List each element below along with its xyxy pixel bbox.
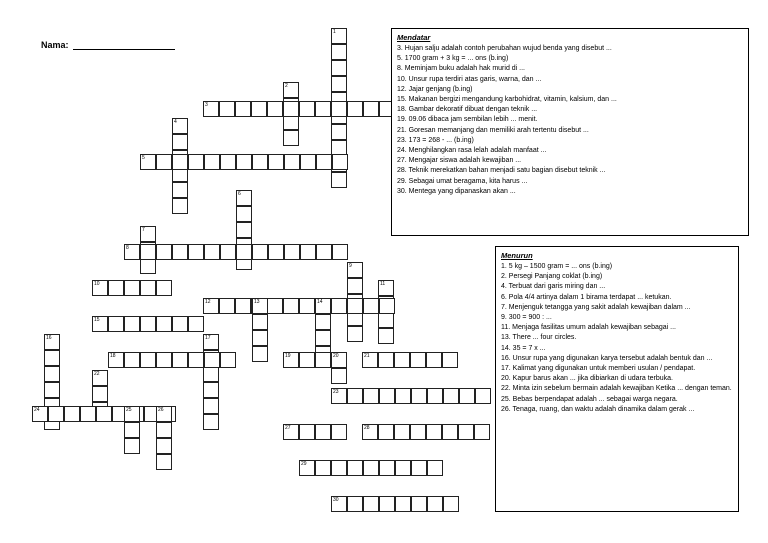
crossword-cell[interactable] (140, 316, 156, 332)
crossword-cell[interactable] (156, 406, 172, 422)
crossword-cell[interactable] (140, 352, 156, 368)
crossword-cell[interactable] (268, 154, 284, 170)
crossword-cell[interactable] (80, 406, 96, 422)
crossword-cell[interactable] (378, 312, 394, 328)
crossword-cell[interactable] (236, 244, 252, 260)
crossword-cell[interactable] (315, 298, 331, 314)
crossword-cell[interactable] (203, 298, 219, 314)
cell-number: 5 (142, 155, 145, 161)
crossword-cell[interactable] (362, 352, 378, 368)
crossword-cell[interactable] (347, 278, 363, 294)
crossword-cell[interactable] (172, 182, 188, 198)
clue-item: 9. 300 = 900 : ... (501, 314, 552, 322)
clue-item: 10. Unsur rupa terdiri atas garis, warna, dan ... (397, 75, 542, 83)
crossword-cell[interactable] (332, 154, 348, 170)
crossword-cell[interactable] (411, 388, 427, 404)
crossword-cell[interactable] (411, 496, 427, 512)
crossword-cell[interactable] (236, 222, 252, 238)
crossword-cell[interactable] (252, 154, 268, 170)
crossword-cell[interactable] (172, 118, 188, 134)
crossword-cell[interactable] (315, 101, 331, 117)
cell-number: 11 (380, 281, 386, 287)
crossword-cell[interactable] (347, 101, 363, 117)
crossword-cell[interactable] (331, 496, 347, 512)
cell-number: 13 (254, 299, 260, 305)
crossword-cell[interactable] (347, 460, 363, 476)
crossword-cell[interactable] (203, 398, 219, 414)
clues-across-box (391, 28, 749, 236)
crossword-cell[interactable] (347, 262, 363, 278)
crossword-cell[interactable] (267, 101, 283, 117)
crossword-cell[interactable] (363, 496, 379, 512)
clues-down-title: Menurun (501, 251, 533, 260)
crossword-cell[interactable] (32, 406, 48, 422)
crossword-cell[interactable] (347, 326, 363, 342)
crossword-cell[interactable] (172, 352, 188, 368)
crossword-cell[interactable] (156, 438, 172, 454)
crossword-cell[interactable] (347, 388, 363, 404)
crossword-cell[interactable] (204, 154, 220, 170)
cell-number: 21 (364, 353, 370, 359)
crossword-cell[interactable] (236, 206, 252, 222)
crossword-cell[interactable] (379, 460, 395, 476)
cell-number: 19 (285, 353, 291, 359)
crossword-cell[interactable] (219, 101, 235, 117)
cell-number: 9 (349, 263, 352, 269)
cell-number: 7 (142, 227, 145, 233)
cell-number: 15 (94, 317, 100, 323)
crossword-cell[interactable] (331, 368, 347, 384)
crossword-cell[interactable] (235, 298, 251, 314)
crossword-cell[interactable] (96, 406, 112, 422)
crossword-cell[interactable] (332, 244, 348, 260)
crossword-cell[interactable] (378, 424, 394, 440)
crossword-cell[interactable] (140, 280, 156, 296)
crossword-cell[interactable] (140, 258, 156, 274)
crossword-cell[interactable] (299, 424, 315, 440)
crossword-cell[interactable] (44, 366, 60, 382)
crossword-cell[interactable] (219, 298, 235, 314)
crossword-cell[interactable] (44, 350, 60, 366)
clue-item: 27. Mengajar siswa adalah kewajiban ... (397, 157, 522, 165)
crossword-cell[interactable] (124, 316, 140, 332)
clue-item: 3. Hujan salju adalah contoh perubahan wujud benda yang disebut ... (397, 45, 612, 52)
crossword-cell[interactable] (251, 101, 267, 117)
crossword-cell[interactable] (108, 352, 124, 368)
cell-number: 3 (205, 102, 208, 108)
cell-number: 4 (174, 119, 177, 125)
crossword-cell[interactable] (426, 424, 442, 440)
crossword-cell[interactable] (188, 352, 204, 368)
crossword-cell[interactable] (108, 316, 124, 332)
clue-item: 22. Minta izin sebelum bermain adalah kewajiban Ketika ... dengan teman. (501, 385, 732, 393)
crossword-cell[interactable] (395, 460, 411, 476)
crossword-cell[interactable] (378, 328, 394, 344)
clue-item: 15. Makanan bergizi mengandung karbohidrat, vitamin, kalsium, dan ... (397, 96, 617, 104)
crossword-cell[interactable] (299, 101, 315, 117)
crossword-cell[interactable] (300, 154, 316, 170)
crossword-cell[interactable] (124, 280, 140, 296)
clue-item: 13. There ... four circles. (501, 334, 577, 342)
crossword-cell[interactable] (203, 366, 219, 382)
crossword-cell[interactable] (140, 244, 156, 260)
crossword-cell[interactable] (124, 438, 140, 454)
crossword-cell[interactable] (124, 422, 140, 438)
crossword-cell[interactable] (299, 352, 315, 368)
crossword-cell[interactable] (331, 424, 347, 440)
crossword-cell[interactable] (331, 172, 347, 188)
crossword-cell[interactable] (156, 454, 172, 470)
crossword-cell[interactable] (188, 154, 204, 170)
clues-across-title: Mendatar (397, 33, 431, 42)
clue-item: 18. Gambar dekoratif dibuat dengan teknik ... (397, 106, 538, 114)
crossword-cell[interactable] (92, 316, 108, 332)
crossword-cell[interactable] (156, 422, 172, 438)
cell-number: 27 (285, 425, 291, 431)
crossword-cell[interactable] (252, 314, 268, 330)
cell-number: 1 (333, 29, 336, 35)
crossword-cell[interactable] (331, 28, 347, 44)
cell-number: 8 (126, 245, 129, 251)
crossword-cell[interactable] (443, 388, 459, 404)
crossword-cell[interactable] (427, 496, 443, 512)
cell-number: 10 (94, 281, 100, 287)
clue-item: 2. Persegi Panjang coklat (b.ing) (501, 273, 603, 281)
crossword-cell[interactable] (283, 101, 299, 117)
clues-across-list (397, 44, 743, 197)
name-label: Nama: (41, 40, 69, 50)
crossword-cell[interactable] (363, 101, 379, 117)
crossword-cell[interactable] (379, 496, 395, 512)
crossword-cell[interactable] (236, 190, 252, 206)
crossword-cell[interactable] (299, 298, 315, 314)
crossword-cell[interactable] (395, 388, 411, 404)
crossword-cell[interactable] (283, 424, 299, 440)
crossword-cell[interactable] (172, 244, 188, 260)
crossword-cell[interactable] (44, 382, 60, 398)
crossword-cell[interactable] (92, 386, 108, 402)
crossword-cell[interactable] (124, 352, 140, 368)
clue-item: 26. Tenaga, ruang, dan waktu adalah dinamika dalam gerak ... (501, 405, 695, 413)
crossword-cell[interactable] (140, 226, 156, 242)
crossword-cell[interactable] (92, 280, 108, 296)
cell-number: 29 (301, 461, 307, 467)
crossword-cell[interactable] (315, 352, 331, 368)
crossword-cell[interactable] (172, 198, 188, 214)
cell-number: 17 (205, 335, 211, 341)
crossword-cell[interactable] (427, 460, 443, 476)
crossword-cell[interactable] (140, 154, 156, 170)
clue-item: 28. Teknik merekatkan bahan menjadi satu bagian disebut teknik ... (397, 167, 606, 175)
crossword-cell[interactable] (395, 496, 411, 512)
crossword-cell[interactable] (379, 298, 395, 314)
crossword-cell[interactable] (475, 388, 491, 404)
crossword-cell[interactable] (156, 316, 172, 332)
clue-item: 17. Kalimat yang digunakan untuk memberi usulan / pendapat. (501, 365, 696, 373)
cell-number: 25 (126, 407, 132, 413)
cell-number: 22 (94, 371, 100, 377)
clue-item: 23. 173 = 268 - ... (b.ing) (397, 136, 474, 144)
crossword-cell[interactable] (220, 154, 236, 170)
crossword-cell[interactable] (331, 352, 347, 368)
cell-number: 6 (238, 191, 241, 197)
crossword-cell[interactable] (410, 352, 426, 368)
cell-number: 14 (317, 299, 323, 305)
clue-item: 25. Bebas berpendapat adalah ... sebagai warga negara. (501, 395, 678, 403)
crossword-cell[interactable] (347, 496, 363, 512)
clues-down-box (495, 246, 739, 512)
crossword-cell[interactable] (268, 244, 284, 260)
crossword-cell[interactable] (379, 388, 395, 404)
crossword-cell[interactable] (92, 370, 108, 386)
clue-item: 20. Kapur barus akan ... jika dibiarkan di udara terbuka. (501, 375, 673, 383)
crossword-cell[interactable] (172, 316, 188, 332)
crossword-cell[interactable] (427, 388, 443, 404)
crossword-cell[interactable] (283, 352, 299, 368)
crossword-cell[interactable] (347, 298, 363, 314)
clues-down-list (501, 262, 733, 415)
crossword-cell[interactable] (283, 130, 299, 146)
clue-item: 5. 1700 gram + 3 kg = ... ons (b.ing) (397, 55, 509, 63)
crossword-cell[interactable] (394, 424, 410, 440)
crossword-cell[interactable] (331, 76, 347, 92)
crossword-cell[interactable] (64, 406, 80, 422)
crossword-cell[interactable] (363, 460, 379, 476)
crossword-cell[interactable] (283, 298, 299, 314)
crossword-cell[interactable] (331, 124, 347, 140)
crossword-cell[interactable] (283, 82, 299, 98)
crossword-cell[interactable] (172, 154, 188, 170)
crossword-cell[interactable] (156, 154, 172, 170)
clue-item: 6. Pola 4/4 artinya dalam 1 birama terdapat ... ketukan. (501, 293, 672, 301)
crossword-cell[interactable] (316, 244, 332, 260)
clue-item: 1. 5 kg – 1500 gram = ... ons (b.ing) (501, 263, 613, 270)
crossword-cell[interactable] (188, 244, 204, 260)
crossword-cell[interactable] (442, 352, 458, 368)
crossword-cell[interactable] (410, 424, 426, 440)
crossword-cell[interactable] (315, 460, 331, 476)
cell-number: 24 (34, 407, 40, 413)
crossword-cell[interactable] (315, 314, 331, 330)
crossword-cell[interactable] (44, 334, 60, 350)
cell-number: 2 (285, 83, 288, 89)
crossword-cell[interactable] (411, 460, 427, 476)
clue-item: 30. Mentega yang dipanaskan akan ... (397, 187, 516, 195)
crossword-cell[interactable] (442, 424, 458, 440)
cell-number: 18 (110, 353, 116, 359)
crossword-cell[interactable] (474, 424, 490, 440)
crossword-cell[interactable] (156, 352, 172, 368)
crossword-cell[interactable] (363, 388, 379, 404)
crossword-cell[interactable] (203, 414, 219, 430)
crossword-cell[interactable] (203, 382, 219, 398)
crossword-cell[interactable] (443, 496, 459, 512)
clue-item: 24. Menghilangkan rasa lelah adalah manfaat ... (397, 147, 547, 155)
crossword-cell[interactable] (252, 330, 268, 346)
crossword-cell[interactable] (299, 460, 315, 476)
clue-item: 7. Menjenguk tetangga yang sakit adalah kewajiban dalam ... (501, 303, 691, 311)
crossword-cell[interactable] (203, 334, 219, 350)
crossword-cell[interactable] (204, 352, 220, 368)
crossword-cell[interactable] (48, 406, 64, 422)
crossword-cell[interactable] (156, 280, 172, 296)
crossword-cell[interactable] (203, 101, 219, 117)
clue-item: 12. Jajar genjang (b.ing) (397, 85, 473, 93)
clue-item: 8. Meminjam buku adalah hak murid di ... (397, 65, 526, 73)
crossword-cell[interactable] (331, 60, 347, 76)
crossword-cell[interactable] (124, 244, 140, 260)
crossword-cell[interactable] (331, 460, 347, 476)
crossword-cell[interactable] (267, 298, 283, 314)
cell-number: 16 (46, 335, 52, 341)
crossword-cell[interactable] (172, 134, 188, 150)
crossword-cell[interactable] (204, 244, 220, 260)
cell-number: 23 (333, 389, 339, 395)
clue-item: 29. Sebagai umat beragama, kita harus ... (397, 177, 528, 185)
crossword-cell[interactable] (235, 101, 251, 117)
clue-item: 14. 35 = 7 x ... (501, 344, 546, 352)
crossword-cell[interactable] (363, 298, 379, 314)
crossword-cell[interactable] (284, 154, 300, 170)
crossword-cell[interactable] (315, 424, 331, 440)
cell-number: 30 (333, 497, 339, 503)
crossword-cell[interactable] (331, 44, 347, 60)
crossword-cell[interactable] (252, 244, 268, 260)
cell-number: 12 (205, 299, 211, 305)
clue-item: 19. 09.06 dibaca jam sembilan lebih ... menit. (397, 116, 538, 124)
cell-number: 26 (158, 407, 164, 413)
crossword-cell[interactable] (300, 244, 316, 260)
crossword-cell[interactable] (378, 280, 394, 296)
crossword-cell[interactable] (252, 346, 268, 362)
crossword-cell[interactable] (156, 244, 172, 260)
cell-number: 28 (364, 425, 370, 431)
clue-item: 21. Goresan memanjang dan memiliki arah tertentu disebut ... (397, 126, 589, 134)
crossword-cell[interactable] (220, 244, 236, 260)
crossword-cell[interactable] (459, 388, 475, 404)
crossword-cell[interactable] (252, 298, 268, 314)
crossword-cell[interactable] (315, 330, 331, 346)
crossword-cell[interactable] (362, 424, 378, 440)
crossword-cell[interactable] (426, 352, 442, 368)
crossword-cell[interactable] (284, 244, 300, 260)
crossword-cell[interactable] (124, 406, 140, 422)
crossword-cell[interactable] (394, 352, 410, 368)
clue-item: 16. Unsur rupa yang digunakan karya tersebut adalah bentuk dan ... (501, 354, 713, 362)
crossword-cell[interactable] (188, 316, 204, 332)
crossword-cell[interactable] (378, 352, 394, 368)
crossword-cell[interactable] (331, 298, 347, 314)
crossword-cell[interactable] (108, 280, 124, 296)
clue-item: 11. Menjaga fasilitas umum adalah kewajiban sebagai ... (501, 324, 676, 332)
crossword-cell[interactable] (458, 424, 474, 440)
crossword-cell[interactable] (236, 154, 252, 170)
crossword-cell[interactable] (331, 388, 347, 404)
crossword-cell[interactable] (331, 101, 347, 117)
cell-number: 20 (333, 353, 339, 359)
crossword-cell[interactable] (220, 352, 236, 368)
clue-item: 4. Terbuat dari garis miring dan ... (501, 283, 606, 291)
crossword-cell[interactable] (316, 154, 332, 170)
